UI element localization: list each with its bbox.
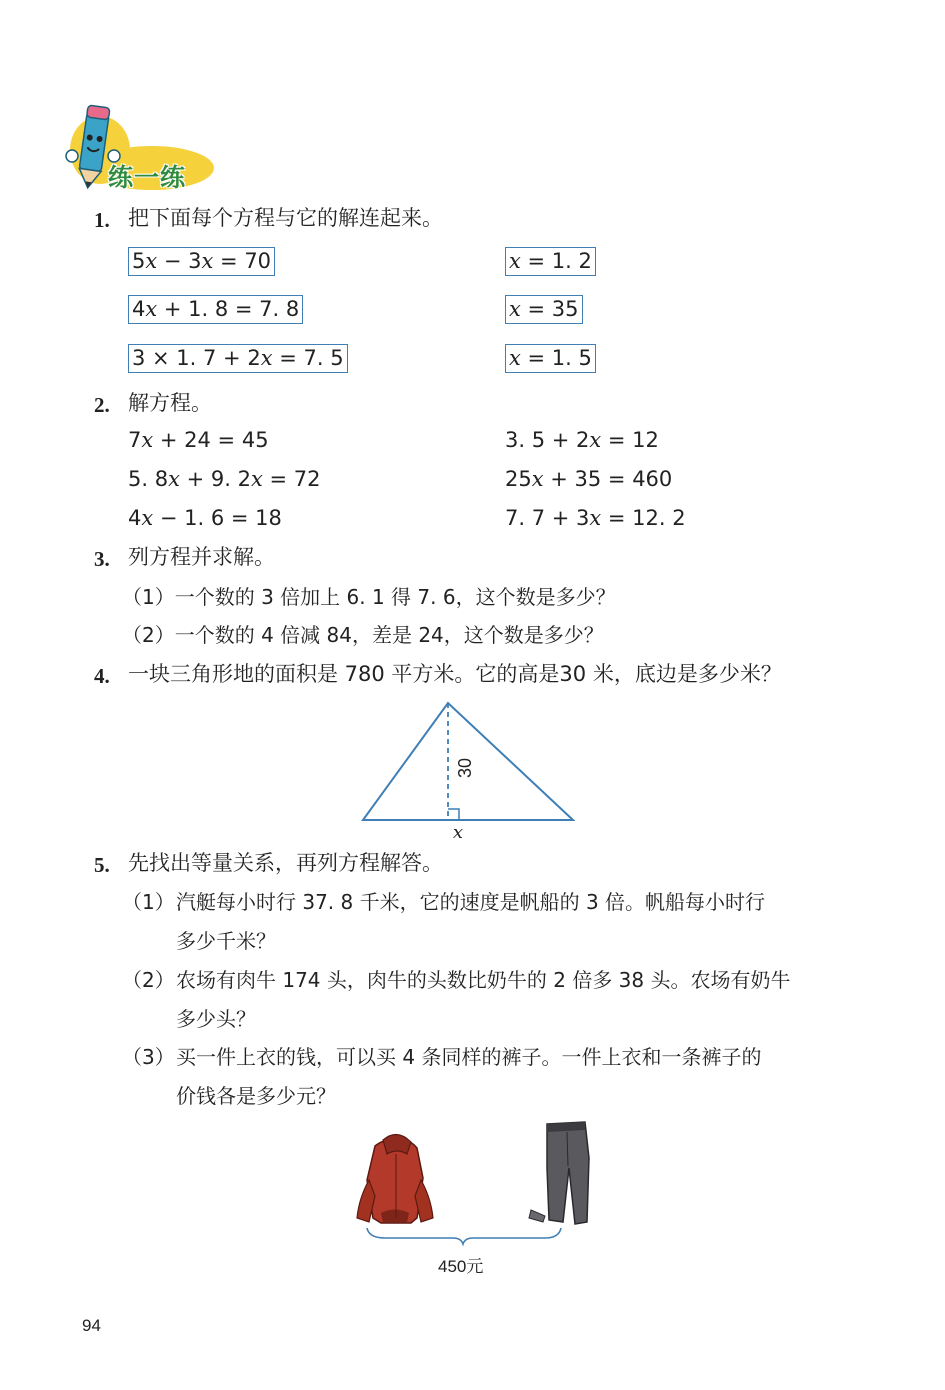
q2-equation-3: 4x − 1. 6 = 18 [128,506,282,530]
total-price-label: 450元 [438,1257,484,1276]
q1-prompt: 把下面每个方程与它的解连起来。 [128,206,443,230]
q5-prompt: 先找出等量关系，再列方程解答。 [128,851,443,875]
q1-equation-2[interactable]: 4x + 1. 8 = 7. 8 [128,295,303,324]
q2-equation-6: 7. 7 + 3x = 12. 2 [505,506,686,530]
base-label: x [452,822,464,843]
q5-item-3-mark: （3） [122,1045,175,1069]
q5-item-1-line1: 汽艇每小时行 37. 8 千米，它的速度是帆船的 3 倍。帆船每小时行 [176,890,766,914]
q5-item-1-mark: （1） [122,890,175,914]
q1-solution-3[interactable]: x = 1. 5 [505,344,596,373]
q4-number: 4. [94,664,110,688]
q5-item-1-line2: 多少千米？ [176,929,276,953]
q5-item-3-line1: 买一件上衣的钱，可以买 4 条同样的裤子。一件上衣和一条裤子的 [176,1045,762,1069]
q3-prompt: 列方程并求解。 [128,545,275,569]
q5-item-2-mark: （2） [122,968,175,992]
practice-title: 练一练 [108,163,187,192]
q2-number: 2. [94,393,110,417]
q5-number: 5. [94,853,110,877]
q1-solution-2[interactable]: x = 35 [505,295,583,324]
q1-equation-1[interactable]: 5x − 3x = 70 [128,247,275,276]
q3-item-2: （2）一个数的 4 倍减 84，差是 24，这个数是多少？ [122,623,604,647]
pants-icon [529,1122,589,1224]
q2-equation-5: 25x + 35 = 460 [505,467,673,491]
q5-item-2-line2: 多少头？ [176,1007,256,1031]
q1-solution-1[interactable]: x = 1. 2 [505,247,596,276]
height-label: 30 [455,757,475,779]
practice-banner [60,100,220,195]
triangle-diagram [355,698,585,843]
q5-item-3-line2: 价钱各是多少元？ [176,1084,336,1108]
q2-prompt: 解方程。 [128,391,212,415]
total-brace [367,1228,561,1244]
page-number: 94 [82,1316,101,1335]
q1-equation-3[interactable]: 3 × 1. 7 + 2x = 7. 5 [128,344,348,373]
q3-number: 3. [94,547,110,571]
q5-item-2-line1: 农场有肉牛 174 头，肉牛的头数比奶牛的 2 倍多 38 头。农场有奶牛 [176,968,791,992]
q1-number: 1. [94,208,110,232]
q3-item-1: （1）一个数的 3 倍加上 6. 1 得 7. 6，这个数是多少？ [122,585,616,609]
q2-equation-1: 7x + 24 = 45 [128,428,269,452]
q2-equation-4: 3. 5 + 2x = 12 [505,428,659,452]
q2-equation-2: 5. 8x + 9. 2x = 72 [128,467,321,491]
jacket-pants-illustration [345,1118,605,1248]
q4-prompt: 一块三角形地的面积是 780 平方米。它的高是30 米，底边是多少米？ [128,662,782,686]
jacket-icon [357,1134,433,1223]
right-angle-mark [448,809,459,820]
